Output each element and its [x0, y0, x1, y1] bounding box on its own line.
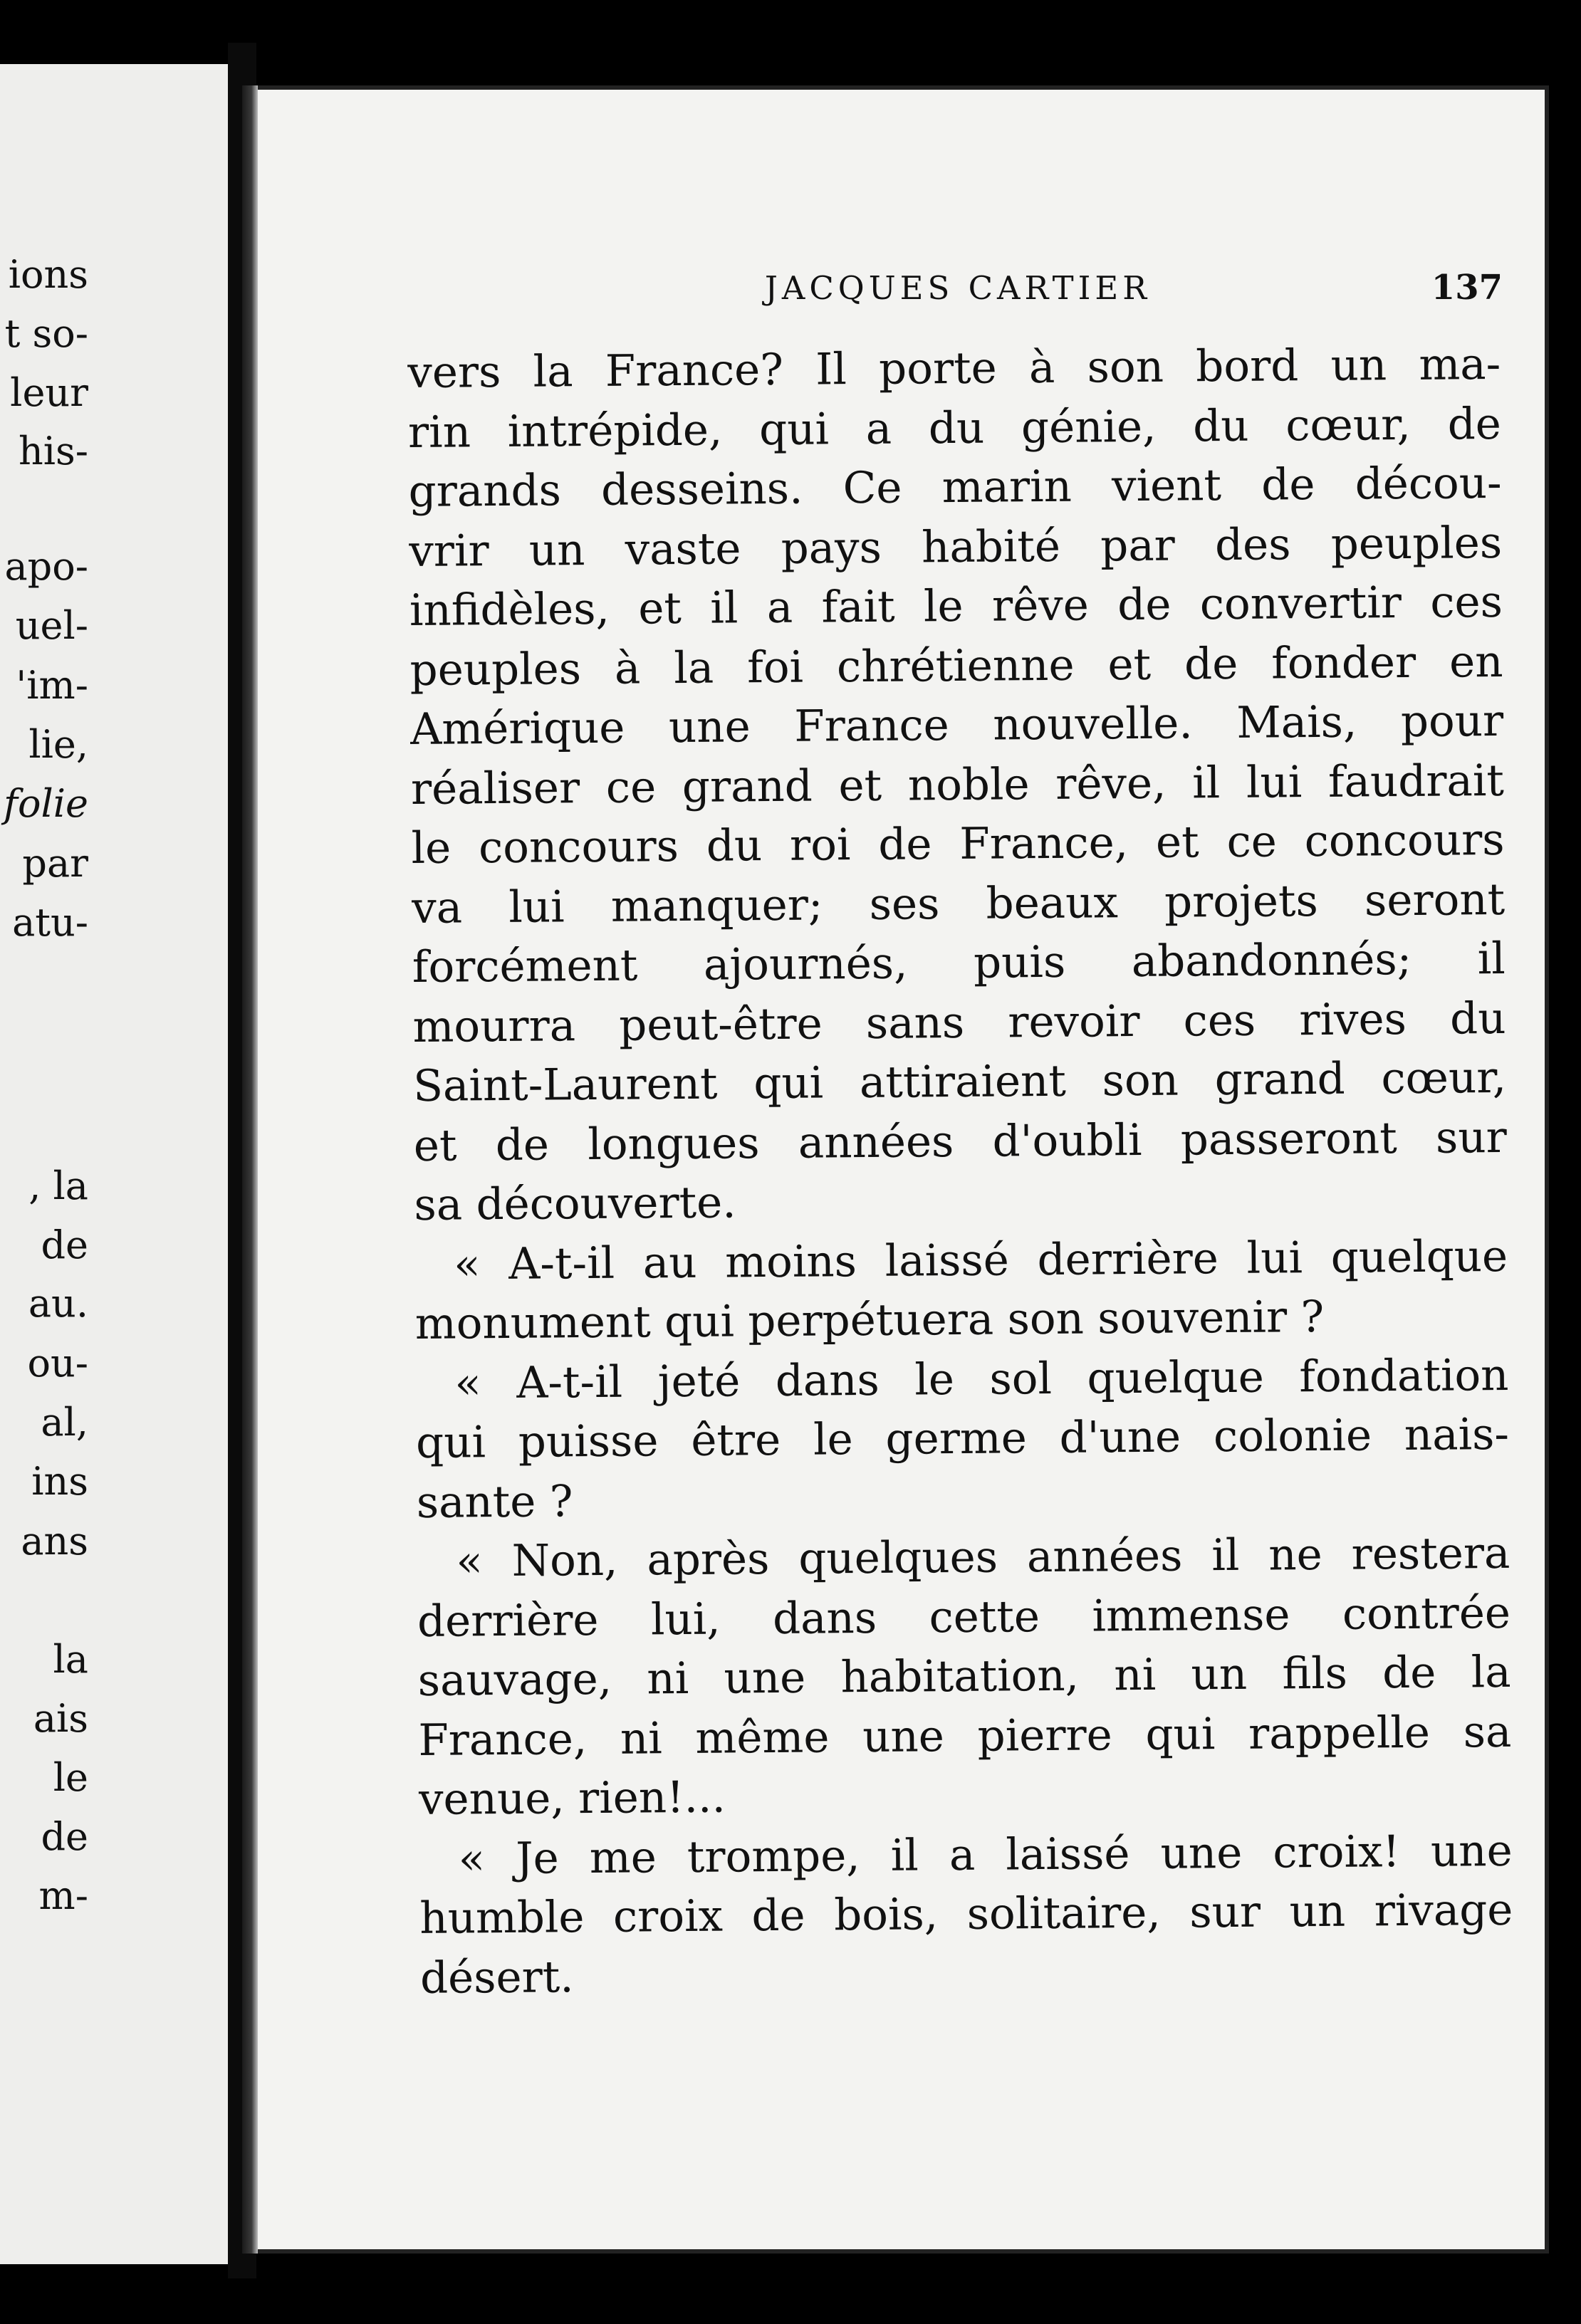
word: son [1102, 1054, 1179, 1106]
word: beaux [986, 876, 1119, 929]
word: grand [682, 760, 813, 812]
word: croix! [1273, 1826, 1401, 1878]
word: et [413, 1119, 457, 1171]
word: rêve [991, 580, 1090, 632]
text-line [413, 1048, 1507, 1116]
word: A-t-il [516, 1356, 623, 1408]
word: ne [1268, 1529, 1322, 1581]
text-line [412, 988, 1506, 1057]
word: décou- [1355, 457, 1502, 510]
left-page-line-fragment: t so- [4, 311, 88, 356]
word: un [1289, 1885, 1346, 1937]
word: peut-être [618, 998, 823, 1051]
word: croix [612, 1890, 724, 1942]
word: une [1430, 1825, 1513, 1877]
left-page-line-fragment: uel- [15, 603, 88, 648]
word: Ce [842, 462, 902, 514]
word: cœur, [1285, 399, 1412, 451]
word: vers [407, 346, 501, 398]
word: Saint-Laurent [412, 1058, 718, 1111]
left-page-line-fragment: de [41, 1814, 88, 1859]
word: habitation, [840, 1650, 1080, 1703]
word: derrière [417, 1594, 599, 1647]
word: longues [588, 1117, 760, 1170]
page-edge-shadow [242, 85, 258, 2254]
word: d'oubli [992, 1114, 1142, 1167]
word: fils [1282, 1648, 1348, 1700]
word: projets [1164, 875, 1319, 928]
word: il [1191, 757, 1221, 808]
word: revoir [1008, 995, 1140, 1047]
word: faudrait [1327, 755, 1505, 807]
word: lui, [650, 1593, 721, 1645]
word: chrétienne [836, 639, 1075, 692]
right-page [242, 85, 1549, 2254]
word: derrière [1037, 1232, 1219, 1285]
word: de [1117, 579, 1172, 631]
word: grands [408, 465, 562, 517]
word: nais- [1404, 1408, 1510, 1461]
text-line [409, 572, 1503, 641]
left-page-line-fragment: ins [31, 1459, 88, 1504]
word: desseins. [600, 463, 803, 515]
text-line [414, 1226, 1508, 1294]
text-line [418, 1702, 1512, 1770]
text-line [412, 929, 1506, 998]
word: rin [407, 406, 471, 458]
word: peuples [409, 643, 582, 696]
word: le [813, 1414, 853, 1465]
word: lui [508, 881, 565, 933]
text-line [407, 335, 1501, 403]
word: lui [1246, 756, 1303, 808]
text-line [411, 810, 1505, 879]
word: la [533, 346, 573, 397]
word: passeront [1180, 1112, 1397, 1166]
word: infidèles, [409, 583, 610, 636]
word: il [710, 582, 739, 634]
word: à [1028, 342, 1055, 394]
word: de [1184, 638, 1238, 689]
word: a [865, 403, 892, 454]
word: « [456, 1536, 484, 1587]
word: bois, [833, 1889, 939, 1941]
running-head-title: JACQUES CARTIER [764, 269, 1152, 307]
text-line [419, 1880, 1513, 1949]
word: pour [1400, 695, 1504, 748]
word: intrépide, [507, 404, 723, 457]
word: habité [921, 520, 1061, 572]
word: laissé [885, 1234, 1010, 1287]
word: solitaire, [966, 1887, 1162, 1940]
text-line [417, 1583, 1511, 1651]
word: réaliser [410, 762, 580, 815]
text-line [419, 1821, 1513, 1889]
word: de [1261, 459, 1315, 511]
word: ma- [1419, 338, 1501, 390]
word: quelque [1330, 1230, 1508, 1283]
word: Je [515, 1832, 559, 1884]
word: de [751, 1890, 805, 1942]
word: du [928, 402, 985, 454]
word: sa [1463, 1706, 1512, 1757]
word: il [1211, 1529, 1240, 1581]
word: fait [821, 581, 895, 633]
word: sans [865, 997, 965, 1049]
word: « [458, 1833, 486, 1885]
word: ce [605, 761, 657, 813]
word: fondation [1299, 1349, 1509, 1402]
word: une [1160, 1827, 1243, 1879]
word: sol [989, 1353, 1053, 1405]
word: peuples [1330, 517, 1503, 570]
word: il [1477, 933, 1506, 985]
word: rappelle [1248, 1707, 1431, 1759]
word: lui [1246, 1232, 1303, 1284]
word: du [1192, 400, 1249, 451]
left-page-line-fragment: lie, [28, 722, 88, 767]
word: « [454, 1357, 482, 1409]
left-page-line-fragment: folie [4, 781, 88, 826]
word: puisse [518, 1415, 659, 1467]
text-line [412, 869, 1506, 938]
word: contrée [1342, 1587, 1511, 1640]
text-line [416, 1405, 1510, 1473]
word: dans [775, 1354, 880, 1406]
word: « [453, 1238, 481, 1290]
word: Mais, [1236, 696, 1357, 748]
word: il [890, 1829, 919, 1881]
left-page-line-fragment: 'im- [16, 663, 88, 708]
word: années [1026, 1530, 1183, 1583]
word: du [706, 820, 763, 872]
left-page-line-fragment: his- [18, 429, 88, 473]
word: et [1155, 817, 1199, 868]
text-line: venue, rien!... [418, 1771, 726, 1825]
word: Amérique [409, 702, 625, 755]
word: a [949, 1829, 976, 1880]
word: concours [1304, 814, 1505, 867]
left-page-line-fragment: au. [28, 1281, 88, 1326]
word: rivage [1374, 1884, 1513, 1937]
word: grand [1214, 1053, 1345, 1106]
word: années [798, 1116, 954, 1168]
word: concours [478, 821, 679, 874]
word: et [838, 760, 882, 811]
left-page-line-fragment: m- [38, 1873, 88, 1918]
word: seront [1364, 874, 1506, 926]
word: vient [1111, 460, 1222, 512]
word: cœur, [1381, 1052, 1507, 1104]
word: puis [973, 936, 1066, 988]
word: après [647, 1534, 770, 1586]
word: mourra [412, 1000, 576, 1052]
word: porte [878, 342, 997, 394]
word: sur [1189, 1886, 1261, 1938]
word: le [411, 822, 452, 874]
left-page-line-fragment: apo- [4, 544, 88, 589]
page-number: 137 [1431, 268, 1503, 308]
word: ces [1430, 576, 1503, 628]
left-page-fragment [0, 64, 228, 2264]
word: fonder [1270, 637, 1416, 689]
word: ajournés, [703, 938, 908, 990]
text-line: monument qui perpétuera son souvenir ? [414, 1291, 1325, 1349]
word: forcément [412, 940, 638, 993]
left-page-line-fragment: le [53, 1755, 88, 1800]
word: qui [1145, 1708, 1216, 1760]
word: même [695, 1711, 830, 1764]
word: et [638, 582, 682, 634]
word: a [766, 582, 793, 634]
left-page-line-fragment: atu- [12, 900, 88, 945]
word: attiraient [859, 1055, 1067, 1109]
word: qui [415, 1417, 486, 1468]
word: manquer; [610, 879, 823, 932]
word: en [1449, 636, 1503, 688]
text-line [408, 394, 1502, 462]
body-text [407, 335, 1520, 2008]
word: de [1447, 398, 1502, 450]
word: pierre [977, 1709, 1112, 1762]
word: de [878, 819, 932, 870]
text-line [410, 691, 1504, 760]
left-page-line-fragment: , la [28, 1163, 88, 1208]
word: France? [605, 344, 784, 397]
word: d'une [1059, 1411, 1181, 1463]
text-line [409, 632, 1503, 700]
word: abandonnés; [1131, 933, 1412, 988]
word: ni [1114, 1649, 1157, 1701]
word: la [1471, 1646, 1511, 1698]
text-line [417, 1524, 1510, 1592]
word: noble [907, 758, 1030, 810]
word: ce [1226, 816, 1278, 867]
word: Non, [511, 1534, 618, 1586]
word: quelque [1087, 1351, 1265, 1404]
word: ni [620, 1712, 663, 1764]
word: ni [647, 1653, 689, 1705]
word: des [1214, 518, 1291, 570]
left-page-line-fragment: al, [41, 1400, 88, 1445]
word: ses [869, 878, 940, 930]
word: de [1382, 1647, 1436, 1699]
word: France [794, 700, 949, 752]
word: un [528, 524, 585, 576]
word: sur [1435, 1111, 1508, 1163]
word: jeté [657, 1355, 741, 1407]
word: du [1449, 993, 1506, 1045]
text-line [409, 513, 1503, 581]
word: une [668, 701, 751, 753]
text-line [415, 1345, 1509, 1413]
word: nouvelle. [993, 698, 1193, 750]
word: quelques [798, 1532, 998, 1584]
word: une [862, 1710, 945, 1762]
left-page-line-fragment: ions [8, 252, 88, 297]
word: ces [1183, 995, 1256, 1046]
word: sauvage, [417, 1653, 612, 1706]
left-page-text-fragments [0, 64, 228, 2264]
running-header [413, 263, 1503, 313]
word: le [914, 1354, 955, 1405]
word: génie, [1021, 401, 1157, 453]
word: à [614, 642, 641, 694]
word: France, [959, 817, 1129, 869]
text-line: désert. [419, 1951, 574, 2004]
word: moins [724, 1235, 857, 1288]
word: bord [1195, 340, 1299, 392]
word: vrir [409, 525, 489, 577]
left-page-line-fragment: de [41, 1223, 88, 1267]
word: restera [1351, 1527, 1510, 1580]
left-page-line-fragment: la [53, 1637, 88, 1682]
word: Il [815, 344, 847, 395]
left-page-line-fragment: leur [10, 370, 88, 415]
word: et [1107, 639, 1152, 690]
word: un [1330, 340, 1387, 391]
word: immense [1092, 1588, 1290, 1642]
word: vaste [625, 523, 741, 575]
text-line [411, 750, 1505, 819]
word: rêve, [1055, 758, 1167, 810]
word: germe [885, 1413, 1028, 1465]
word: laissé [1006, 1828, 1130, 1880]
word: par [1100, 520, 1176, 571]
left-page-line-fragment: ais [33, 1696, 88, 1741]
word: le [923, 580, 964, 632]
left-page-line-fragment: ans [21, 1519, 88, 1564]
word: qui [753, 1057, 824, 1109]
word: la [674, 642, 714, 693]
word: humble [419, 1892, 585, 1944]
text-line: sa découverte. [414, 1177, 736, 1230]
word: son [1087, 341, 1164, 393]
word: cette [929, 1591, 1040, 1643]
word: marin [941, 461, 1073, 513]
word: trompe, [687, 1830, 860, 1883]
word: me [589, 1831, 657, 1883]
word: A-t-il [508, 1237, 615, 1289]
word: dans [772, 1592, 877, 1644]
word: au [642, 1237, 697, 1288]
word: qui [758, 403, 830, 455]
word: pays [781, 522, 882, 574]
left-page-line-fragment: par [22, 841, 88, 886]
word: de [495, 1119, 550, 1171]
word: va [411, 881, 463, 933]
left-page-line-fragment: ou- [27, 1341, 88, 1386]
text-line [417, 1643, 1511, 1711]
text-line [414, 1107, 1508, 1176]
text-line [408, 454, 1502, 522]
word: France, [418, 1713, 588, 1766]
word: foi [746, 642, 804, 693]
word: convertir [1199, 577, 1402, 630]
word: une [724, 1652, 806, 1704]
word: colonie [1213, 1410, 1372, 1462]
word: roi [789, 820, 851, 871]
word: un [1191, 1648, 1248, 1700]
text-line: sante ? [416, 1475, 573, 1528]
word: rives [1299, 993, 1407, 1045]
word: être [691, 1414, 781, 1466]
